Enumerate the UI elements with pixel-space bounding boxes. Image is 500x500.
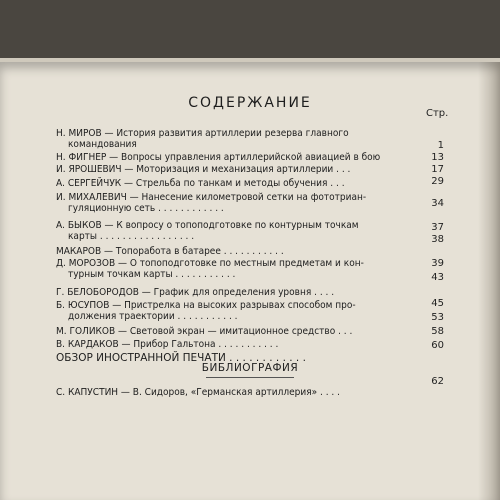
toc-page-number: 60 [431,340,444,351]
toc-entry: А. БЫКОВ — К вопросу о топоподготовке по контурным точкам карты . . . . . . . . . . . . . . . . . [56,220,359,242]
page-title: СОДЕРЖАНИЕ [188,95,312,111]
bibliography-page-number: 62 [431,376,444,387]
toc-entry: Д. МОРОЗОВ — О топоподготовке по местным предметам и кон- турным точкам карты . . . . . . . . . . . [56,258,364,280]
toc-entry: А. СЕРГЕЙЧУК — Стрельба по танкам и методы обучения . . . [56,178,345,189]
page-column-header: Стр. [426,108,449,119]
toc-page-number: 34 [431,198,444,209]
toc-entry: И. ЯРОШЕВИЧ — Моторизация и механизация артиллерии . . . [56,164,351,175]
toc-page-number: 37 [431,222,444,233]
toc-page-number: 39 [431,258,444,269]
toc-page-number: 17 [431,164,444,175]
toc-entry: И. МИХАЛЕВИЧ — Нанесение километровой сетки на фототриан- гуляционную сеть . . . . . . . . . . . . [56,192,367,214]
toc-page-number: 1 [437,140,444,151]
bibliography-heading: БИБЛИОГРАФИЯ [201,362,299,374]
divider [206,377,294,378]
bibliography-entry: С. КАПУСТИН — В. Сидоров, «Германская артиллерия» . . . . [56,387,340,398]
toc-page-number: 53 [431,312,444,323]
toc-page-number: 43 [431,272,444,283]
toc-entry: В. КАРДАКОВ — Прибор Гальтона . . . . . . . . . . . [56,339,279,350]
toc-entry: Н. МИРОВ — История развития артиллерии резерва главного командования [56,128,349,150]
toc-entry: МАКАРОВ — Топоработа в батарее . . . . . . . . . . . [56,246,284,257]
toc-entry: Г. БЕЛОБОРОДОВ — График для определения уровня . . . . [56,287,335,298]
toc-page-number: 58 [431,326,444,337]
toc-entry: ОБЗОР ИНОСТРАННОЙ ПЕЧАТИ . . . . . . . . . . . . [56,352,306,364]
toc-entry: Б. ЮСУПОВ — Пристрелка на высоких разрывах способом про- должения траектории . . . . . . . . . . . [56,300,356,322]
toc-page-number: 38 [431,234,444,245]
toc-entry: М. ГОЛИКОВ — Световой экран — имитационное средство . . . [56,326,353,337]
toc-page-number: 45 [431,298,444,309]
toc-page-number: 13 [431,152,444,163]
toc-entry: Н. ФИГНЕР — Вопросы управления артиллерийской авиацией в бою [56,152,381,163]
toc-page-number: 29 [431,176,444,187]
